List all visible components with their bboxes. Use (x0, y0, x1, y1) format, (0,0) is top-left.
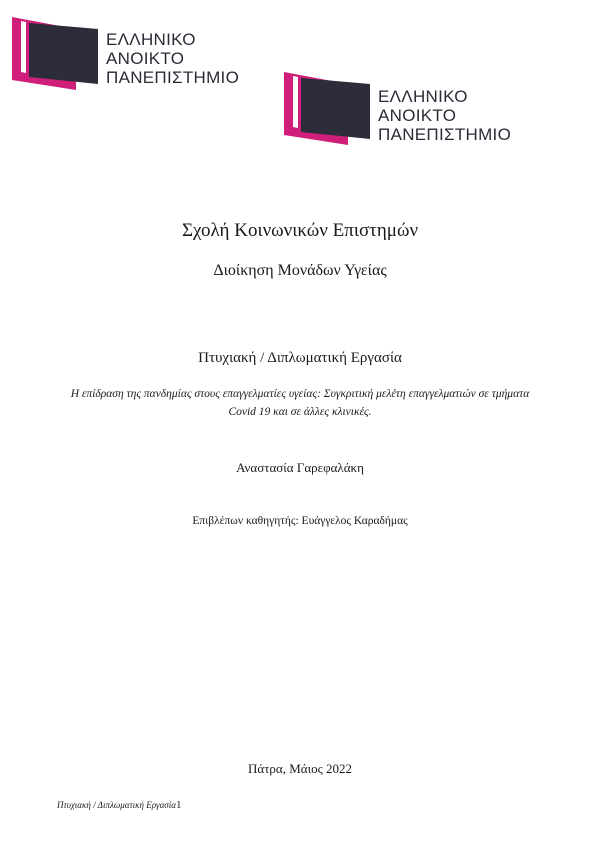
supervisor: Επιβλέπων καθηγητής: Ευάγγελος Καραδήμας (192, 515, 408, 527)
logo-line-1: ΕΛΛΗΝΙΚΟ (106, 30, 196, 49)
university-logo-text-secondary (378, 87, 511, 144)
school-name: Σχολή Κοινωνικών Επιστημών (181, 220, 419, 241)
thesis-title-line-1: Η επίδραση της πανδημίας στους επαγγελματίες υγείας: Συγκριτική μελέτη επαγγελματιών σε τμήματα (70, 388, 530, 400)
department-name: Διοίκηση Μονάδων Υγείας (213, 262, 387, 279)
logo-line-3: ΠΑΝΕΠΙΣΤΗΜΙΟ (378, 125, 512, 144)
thesis-title (0, 385, 600, 421)
footer-label: Πτυχιακή / Διπλωματική Εργασία (57, 800, 176, 810)
logo-line-2: ΑΝΟΙΚΤΟ (106, 49, 185, 68)
university-logo-mark (12, 17, 98, 90)
page-number: 1 (175, 799, 182, 811)
thesis-title-line-2: Covid 19 και σε άλλες κλινικές. (228, 406, 372, 418)
page-footer (57, 799, 181, 811)
university-logo-text (106, 30, 239, 87)
thesis-type: Πτυχιακή / Διπλωματική Εργασία (198, 350, 402, 366)
author-name: Αναστασία Γαρεφαλάκη (236, 460, 364, 475)
logo-line-3: ΠΑΝΕΠΙΣΤΗΜΙΟ (106, 68, 240, 87)
logo-line-1: ΕΛΛΗΝΙΚΟ (378, 87, 468, 106)
logo-line-2: ΑΝΟΙΚΤΟ (378, 106, 457, 125)
place-date: Πάτρα, Μάιος 2022 (248, 761, 352, 776)
university-logo-mark-secondary (284, 72, 370, 145)
